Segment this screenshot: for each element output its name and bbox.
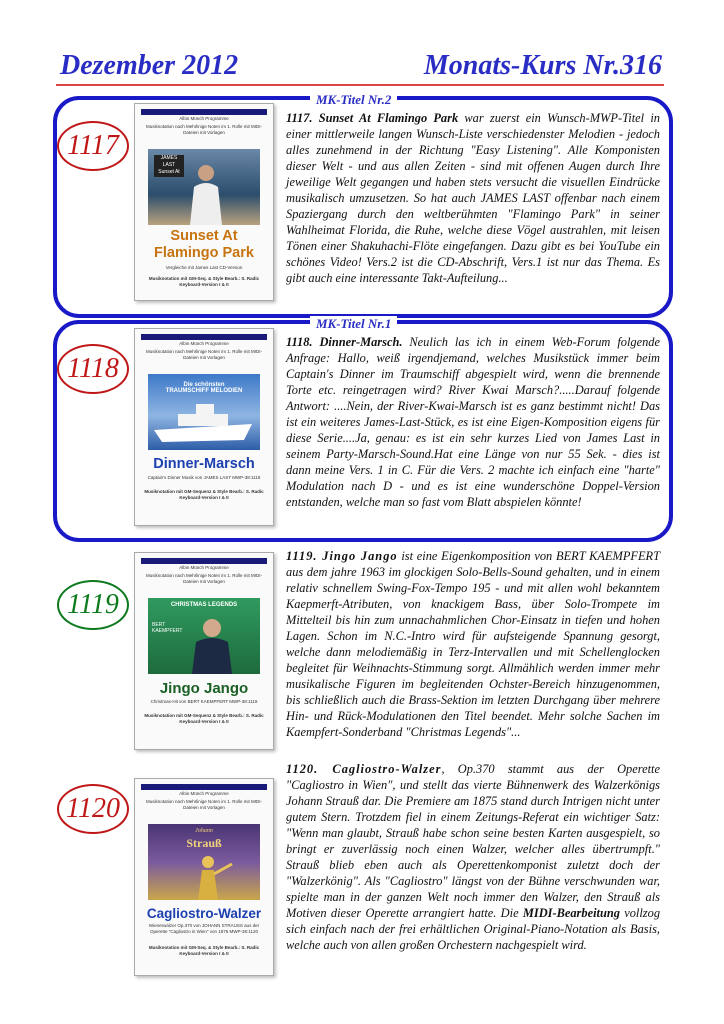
cover-footer: Musiknotation mit GM-Sequenz & Style Bearb.: S. Radic Keyboard-Version I & II: [144, 489, 264, 500]
cover-publisher: Albin Münch Programme: [179, 791, 229, 796]
cover-subtitle: Wienerwalzer Op.370 von JOHANN STRAUSS aus der Operette "Cagliostro in Wien" von 1875 MWP-38:1120: [148, 923, 260, 934]
cover-footer: Musiknotation mit GM-Seq. & Style Bearb.: S. Radic Keyboard-Version I & II: [148, 276, 260, 287]
cover-description: Musiknotation nach Mehrlinige Noten im 1. Rolle mit MIDI-Dateien mit Vorlagen: [145, 349, 263, 360]
description-1117: [286, 110, 660, 286]
cover-art-sublabel: Strauß: [186, 836, 222, 850]
description-body: Neulich las ich in einem Web-Forum folgende Anfrage: Hallo, weiß irgendjemand, welches Musikstück immer beim Captain's Dinner im Traumschiff abgespielt wird, wenn die brennende Torte etc. reingetragen wird? River Kwai Marsch?.....Darauf folgende Antwort: ....Nein, der River-Kwai-Marsch ist es ganz bestimmt nicht! Das ist ein weiteres James-Last-Stück, es ist eine Eigen-Komposition eigens für diese Serie....Ja, genau: es ist ein sehr kurzes Lied von James Last in seinem Party-Marsch-Sound.Hat eine Länge von nur 55 Sek. - dies ist dann meine Vers. 1 in C. Für die Vers. 2 machte ich einfach eine "harte" Modulation nach D - und es ist eine wunderschöne Doppel-Version entstanden, welche man so fast vom Blatt abspielen könnte!: [286, 335, 660, 509]
cover-subtitle: Captain's Dinner Musik von JAMES LAST MWP-38:1118: [147, 475, 261, 480]
cover-art-sublabel: TRAUMSCHIFF MELODIEN: [165, 388, 243, 394]
description-1120: [286, 761, 660, 953]
cover-description: Musiknotation nach Mehrlinige Noten im 1. Rolle mit MIDI-Dateien mit Vorlagen: [145, 799, 263, 810]
cover-artwork: [148, 149, 260, 225]
title-number-1119: 1119: [57, 580, 129, 630]
course-number: Monats-Kurs Nr.316: [423, 50, 662, 81]
title-number-1117: 1117: [57, 121, 129, 171]
description-body: , Op.370 stammt aus der Operette "Cagliostro in Wien", und stellt das vierte Bühnenwerk des Walzerkönigs Johann Strauß dar. Die Premiere am 1875 stand durch Intrigen nicht unter gutem Stern. Trotzdem fiel in einem Zeitungs-Referat ein wichtiger Satz: "Wenn man glaubt, Strauß habe schon seine besten Karten ausgespielt, so bringt er zuverlässig noch einen Walzer, welcher alles übertrumpft." Strauß blieb eben auch als Operettenkomponist zuletzt doch der "Walzerkönig". Als "Cagliostro" längst von der Bühne verschwunden war, spielte man in der ganzen Welt noch immer den Walzer, den Strauß als Motiven dieser Operette arrangiert hatte. Die: [286, 762, 660, 920]
header-divider: [56, 84, 664, 86]
ship-icon: [148, 374, 258, 450]
cover-1117: [134, 103, 274, 301]
cover-band: [141, 558, 267, 564]
description-title: 1120. Cagliostro-Walzer: [286, 762, 442, 776]
description-body: ist eine Eigenkomposition von BERT KAEMPFERT aus dem jahre 1963 im glockigen Solo-Bells-Sound gehalten, und in einem relativ schnellem Swing-Fox-Tempo 195 - und mit allen wohl bekanntem Kaepmerft-Atributen, von knackigem Bass, über Solo-Trompete im Mittelteil bis hin zum unnachahmlichen Chor-Einsatz in tiefen und hohen Lagen. Schon im N.C.-Intro wird für aufsteigende Spannung gesorgt, welche dann melodiemäßig in Terz-Intervallen und mit Schellenglocken begleitet für Weihnachts-Stimmung sorgt. Allmählich werden immer mehr musikalische Figuren im begleitenden Ochster-Bereich hinzugenommen, bis schließlich auch die Brass-Sektion im letzten Durchgang über mehrere Hin- und Rück-Modulationen den Titel beendet. Mehr solche Sachen im Kaempfert-Sonderband "Christmas Legends"...: [286, 549, 660, 739]
cover-description: Musiknotation nach Mehrlinige Noten im 1. Rolle mit MIDI-Dateien mit Vorlagen: [145, 124, 263, 135]
cover-title-line2: Flamingo Park: [154, 245, 254, 261]
cover-title: Jingo Jango: [159, 680, 249, 697]
cover-publisher: Albin Münch Programme: [179, 565, 229, 570]
cover-publisher: Albin Münch Programme: [179, 341, 229, 346]
description-1118: [286, 334, 660, 510]
badge-mk-titel-2: MK-Titel Nr.2: [310, 92, 397, 108]
cover-description: Musiknotation nach Mehrlinige Noten im 1. Rolle mit MIDI-Dateien mit Vorlagen: [145, 573, 263, 584]
title-number-1120: 1120: [57, 784, 129, 834]
person-figure-icon: [148, 598, 258, 674]
cover-title: Dinner-Marsch: [153, 456, 255, 472]
cover-1119: [134, 552, 274, 750]
cover-artwork: [148, 824, 260, 900]
cover-footer: Musiknotation mit GM-Seq. & Style Bearb.: S. Radic Keyboard-Version I & II: [148, 945, 260, 956]
cover-art-sublabel: Sunset At: [158, 169, 180, 175]
cover-footer: Musiknotation mit GM-Sequenz & Style Bearb.: S. Radic Keyboard-Version I & II: [144, 713, 264, 724]
cover-art-sublabel: BERT KAEMPFERT: [152, 622, 183, 634]
cover-publisher: Albin Münch Programme: [179, 116, 229, 121]
cover-band: [141, 334, 267, 340]
description-1119: [286, 548, 660, 740]
description-body: war zuerst ein Wunsch-MWP-Titel in einer mittlerweile langen Wunsch-Liste verschiedenster Melodien - jedoch alles zunehmend in der Richtung "Easy Listening". Alle Komponisten dieser Welt - und aus allen Zeiten - sind mit offenen Augen durch Ihre jeweilige Welt gegangen und haben stets versucht die visuellen Eindrücke musikalisch umzusetzen. So hat auch JAMES LAST offenbar nach einem Spaziergang durch den weltberühmten "Flamingo Park" in seiner Wahlheimat Florida, die Ruhe, welche diese Vögel austrahlen, mit leisen Tönen einer Shakuhachi-Flöte eingefangen. Dazu gibt es bei YouTube ein schönes Video! Vers.2 ist die CD-Abschrift, Vers.1 ist nur das Thema. Es gibt auch eine interessante Takt-Aufteilung...: [286, 111, 660, 285]
cover-title: Sunset At: [170, 228, 238, 244]
description-title: 1118. Dinner-Marsch.: [286, 335, 403, 349]
cover-artwork: [148, 598, 260, 674]
cover-subtitle: Christmas-Hit von BERT KAEMPFERT MWP-38:1119: [150, 699, 258, 704]
cover-art-label: JAMES LAST: [160, 155, 178, 168]
issue-date: Dezember 2012: [60, 50, 239, 81]
description-emphasis: MIDI-Bearbeitung: [522, 906, 620, 920]
cover-band: [141, 109, 267, 115]
description-body-end: vollzog sich einfach nach der frei erhältlichen Original-Piano-Notation als Basis, welche auch von allen großen Orchestern nachgespielt wird.: [286, 906, 661, 952]
cover-art-label: Johann: [195, 828, 213, 834]
cover-band: [141, 784, 267, 790]
title-number-1118: 1118: [57, 344, 129, 394]
cover-art-label: Die schönsten: [183, 382, 225, 388]
cover-title: Cagliostro-Walzer: [146, 906, 262, 921]
cover-1118: [134, 328, 274, 526]
cover-1120: [134, 778, 274, 976]
description-title: 1117. Sunset At Flamingo Park: [286, 111, 459, 125]
person-figure-icon: [148, 149, 258, 225]
description-title: 1119. Jingo Jango: [286, 549, 398, 563]
statue-icon: [148, 824, 258, 900]
cover-art-label: CHRISTMAS LEGENDS: [170, 602, 238, 608]
badge-mk-titel-1: MK-Titel Nr.1: [310, 316, 397, 332]
cover-subtitle: Vergleiche mit James Last CD-Version: [165, 265, 243, 270]
cover-artwork: [148, 374, 260, 450]
